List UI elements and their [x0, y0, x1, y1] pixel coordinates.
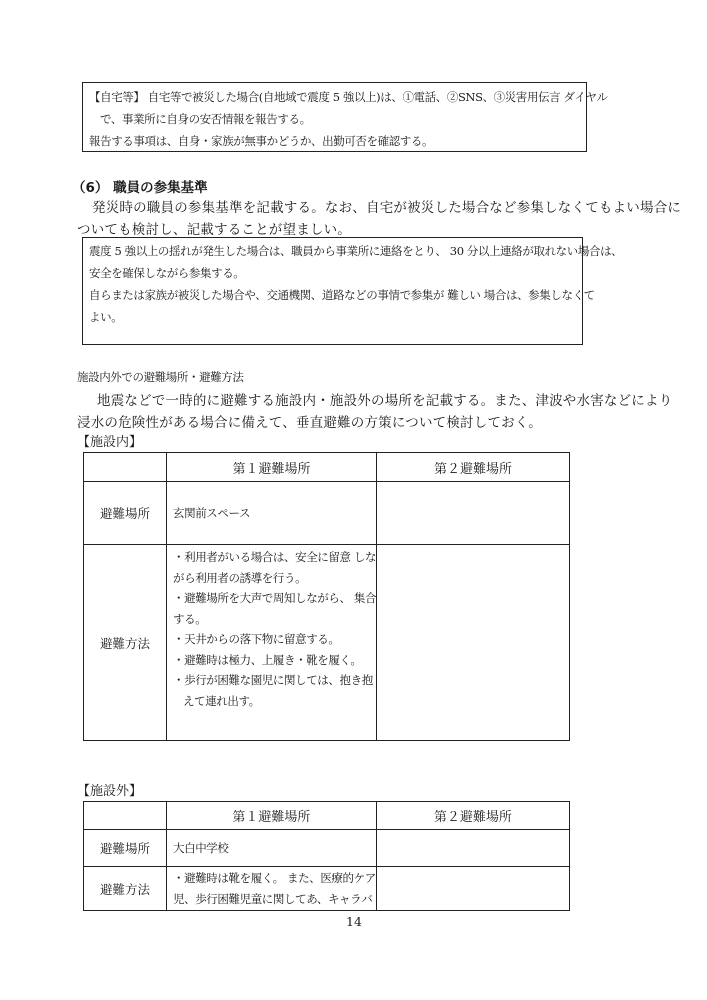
inside-method-line: する。 [173, 611, 207, 626]
assembly-line-1: 震度 5 強以上の揺れが発生した場合は、職員から事業所に連絡をとり、 30 分以上連絡が取れない場合は、 [89, 244, 623, 258]
inside-header-second: 第２避難場所 [377, 453, 570, 482]
inside-method-line: えて連れ出す。 [183, 693, 260, 708]
inside-method-line: ・避難時は極力、上履き・靴を履く。 [173, 652, 362, 667]
outside-place-second [376, 830, 569, 867]
outside-place-row [84, 830, 570, 867]
section-6-heading: （6） 職員の参集基準 [72, 180, 208, 196]
staff-assembly-box [82, 237, 623, 345]
inside-place-label: 避難場所 [84, 482, 167, 545]
outside-method-line: ・避難時は靴を履く。 また、医療的ケア [173, 871, 376, 885]
inside-header-empty [84, 453, 167, 482]
inside-table-header-row [84, 453, 570, 482]
inside-method-line: がら利用者の誘導を行う。 [173, 570, 307, 585]
outside-table-header-row [84, 802, 570, 830]
outside-method-line: 児、歩行困難児童に関してあ、キャラバ [173, 891, 373, 906]
home-report-line-2: で、事業所に自身の安否情報を報告する。 [100, 112, 311, 126]
inside-place-first: 玄関前スペース [167, 482, 377, 545]
inside-header-first: 第１避難場所 [167, 453, 377, 482]
evacuation-heading: 施設内外での避難場所・避難方法 [77, 370, 244, 384]
outside-method-row [84, 867, 570, 911]
inside-method-line: ・天井からの落下物に留意する。 [173, 632, 340, 646]
page-number: 14 [346, 914, 362, 929]
outside-header-empty [84, 802, 167, 830]
outside-header-first: 第１避難場所 [167, 802, 377, 830]
inside-evacuation-table [83, 452, 570, 741]
inside-method-line: ・利用者がいる場合は、安全に留意 しな [173, 550, 377, 564]
home-report-line-1: 【自宅等】 自宅等で被災した場合(自地域で震度 5 強以上)は、①電話、②SNS、③災害用伝言 ダイヤル [89, 90, 608, 104]
inside-method-line: ・歩行が困難な園児に関しては、抱き抱 [173, 673, 373, 687]
outside-method-first [167, 867, 377, 911]
assembly-line-4: よい。 [89, 310, 123, 324]
assembly-line-2: 安全を確保しながら参集する。 [89, 266, 245, 280]
inside-table-label: 【施設内】 [77, 435, 143, 450]
inside-place-second [377, 482, 570, 545]
evacuation-paragraph-line-1: 地震などで一時的に避難する施設内・施設外の場所を記載する。また、津波や水害などにより [97, 393, 673, 409]
inside-method-second [377, 545, 570, 741]
inside-method-label: 避難方法 [84, 545, 167, 741]
home-report-line-3: 報告する事項は、自身・家族が無事かどうか、出勤可否を確認する。 [89, 134, 434, 148]
outside-table-label: 【施設外】 [77, 784, 143, 799]
inside-method-row [84, 545, 570, 741]
section-6-paragraph-line-2: ついても検討し、記載することが望ましい。 [77, 222, 351, 238]
home-report-box [82, 82, 608, 152]
section-6-paragraph-line-1: 発災時の職員の参集基準を記載する。なお、自宅が被災した場合など参集しなくてもよい場合に [92, 200, 682, 216]
outside-evacuation-table [83, 801, 570, 911]
outside-place-first: 大白中学校 [167, 830, 377, 867]
outside-header-second: 第２避難場所 [376, 802, 569, 830]
outside-method-second [376, 867, 569, 911]
assembly-line-3: 自らまたは家族が被災した場合や、交通機関、道路などの事情で参集が 難しい 場合は、参集しなくて [89, 288, 595, 302]
outside-method-label: 避難方法 [84, 867, 167, 911]
inside-method-line: ・避難場所を大声で周知しながら、 集合 [173, 591, 377, 605]
inside-place-row [84, 482, 570, 545]
outside-place-label: 避難場所 [84, 830, 167, 867]
inside-method-first [167, 545, 377, 741]
evacuation-paragraph-line-2: 浸水の危険性がある場合に備えて、垂直避難の方策について検討しておく。 [77, 415, 542, 431]
